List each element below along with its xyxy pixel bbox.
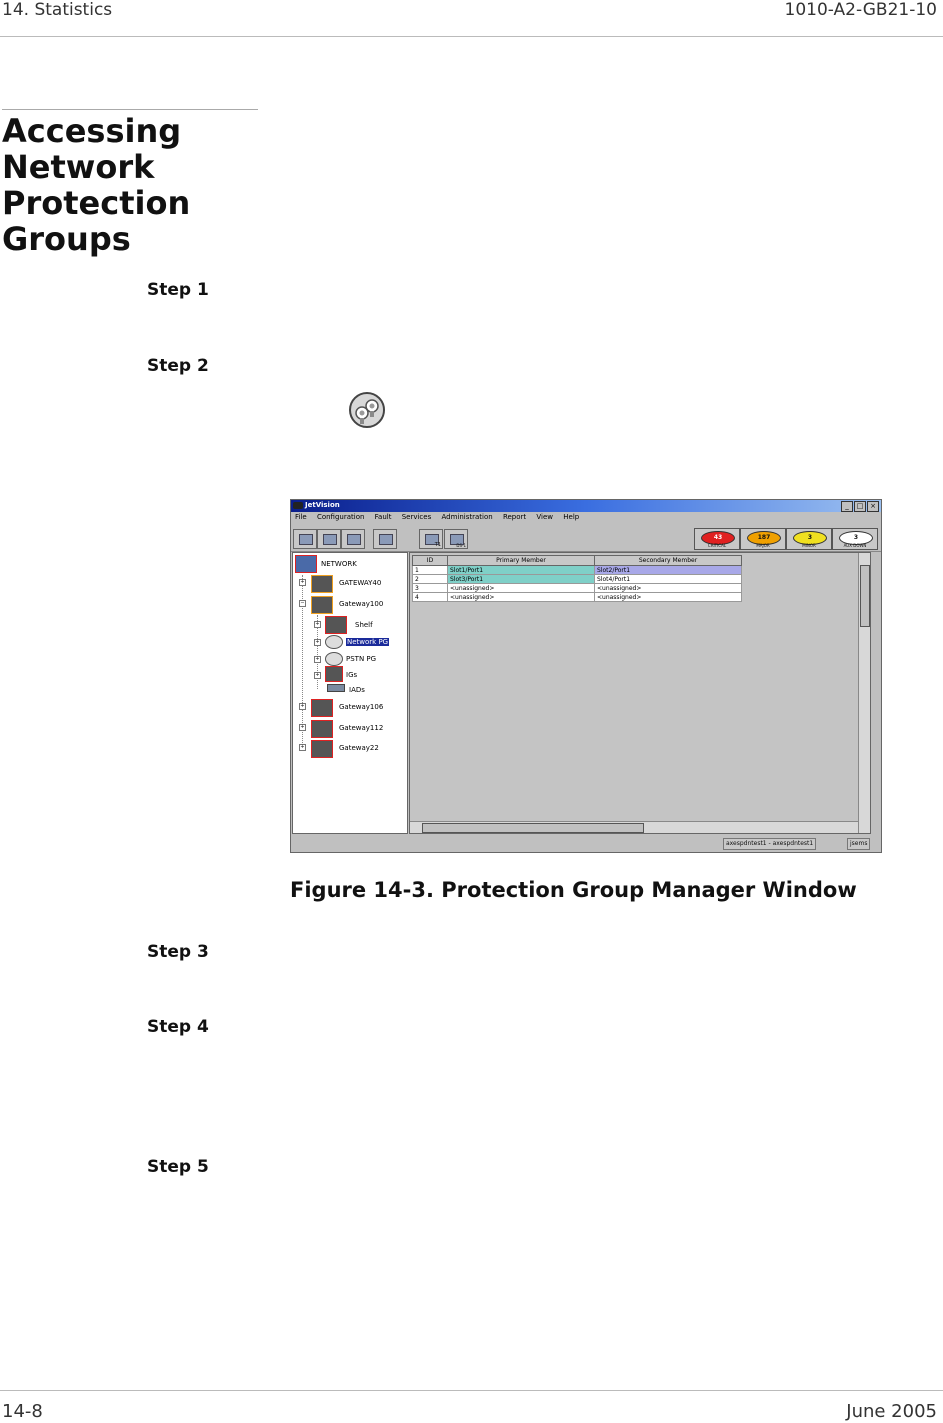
step-5-label: Step 5 [147,1157,209,1177]
figure-caption: Figure 14-3. Protection Group Manager Window [290,878,857,902]
publication-date: June 2005 [846,1401,937,1422]
ig-icon [325,666,343,682]
t1-label: T1 [434,542,441,548]
gateway-icon [311,740,333,758]
major-alarm-label: MAJOR [756,543,770,548]
menu-report[interactable]: Report [502,513,527,521]
critical-alarm-count: 43 [701,531,735,545]
step-1-label: Step 1 [147,280,209,300]
cell-secondary: Slot4/Port1 [595,575,742,584]
iad-icon [327,684,345,692]
expand-icon[interactable]: + [315,621,320,627]
gateway-icon [311,720,333,738]
cell-secondary: <unassigned> [595,584,742,593]
horizontal-scrollbar[interactable] [410,821,858,833]
cell-id: 2 [413,575,448,584]
menu-file[interactable]: File [295,513,307,521]
status-app: jsems [847,838,870,850]
cell-primary: Slot1/Port1 [448,566,595,575]
page-footer [0,1390,943,1423]
tree-item-igs[interactable]: IGs [346,671,358,679]
network-icon [299,534,313,545]
protection-group-icon [346,391,388,429]
folder-icon [347,534,361,545]
tree-item-gateway112[interactable]: Gateway112 [339,724,384,732]
menu-fault[interactable]: Fault [374,513,392,521]
minor-alarm-button[interactable] [786,528,832,550]
expand-icon[interactable]: + [315,656,320,662]
cell-id: 3 [413,584,448,593]
aux-down-alarm-count: 3 [839,531,873,545]
tree-item-shelf[interactable]: Shelf [355,621,373,629]
print-button[interactable] [373,529,397,549]
expand-icon[interactable]: + [300,703,305,709]
scrollbar-thumb[interactable] [422,823,644,833]
folder-icon [323,534,337,545]
cell-id: 1 [413,566,448,575]
gateway-icon [311,596,333,614]
cell-secondary: Slot2/Port1 [595,566,742,575]
expand-icon[interactable]: + [300,744,305,750]
cell-secondary: <unassigned> [595,593,742,602]
ds1-label: DS-1 [456,543,466,548]
close-button[interactable]: × [867,501,879,512]
step-4-label: Step 4 [147,1017,209,1037]
vertical-scrollbar[interactable] [858,553,870,833]
shelf-icon [325,616,347,634]
tree-item-gateway40[interactable]: GATEWAY40 [339,579,382,587]
protection-group-table-pane [409,552,871,834]
table-row[interactable] [413,584,742,593]
t1-button[interactable] [419,529,443,549]
minor-alarm-count: 3 [793,531,827,545]
protection-group-table [412,555,742,602]
maximize-button[interactable]: □ [854,501,866,512]
network-tree-pane [292,552,408,834]
protection-group-manager-screenshot [290,499,882,853]
column-header-id[interactable]: ID [413,556,448,566]
menu-administration[interactable]: Administration [441,513,493,521]
chapter-title: 14. Statistics [2,0,113,20]
aux-down-alarm-button[interactable] [832,528,878,550]
protection-group-icon [325,635,343,649]
tree-item-gateway106[interactable]: Gateway106 [339,703,384,711]
aux-down-alarm-label: AUX DOWN [843,543,867,548]
open-folder-button[interactable] [317,529,341,549]
table-row[interactable] [413,593,742,602]
minor-alarm-label: MINOR [802,543,816,548]
section-rule [2,109,258,110]
menu-view[interactable]: View [536,513,554,521]
tree-item-network[interactable]: NETWORK [321,560,357,568]
window-title: JetVision [305,501,340,509]
tree-item-iads[interactable]: IADs [349,686,365,694]
toolbar [291,525,881,552]
save-folder-button[interactable] [341,529,365,549]
section-title: Accessing Network Protection Groups [2,112,191,258]
page-number: 14-8 [2,1401,43,1422]
major-alarm-button[interactable] [740,528,786,550]
tree-item-gateway22[interactable]: Gateway22 [339,744,379,752]
collapse-icon[interactable]: − [300,600,305,606]
menu-help[interactable]: Help [563,513,580,521]
tree-item-network-pg[interactable]: Network PG [347,638,389,646]
network-view-button[interactable] [293,529,317,549]
expand-icon[interactable]: + [300,579,305,585]
table-header-row [413,556,742,566]
critical-alarm-label: CRITICAL [707,543,727,548]
table-row[interactable] [413,575,742,584]
protection-group-icon [325,652,343,666]
tree-item-gateway100[interactable]: Gateway100 [339,600,384,608]
window-titlebar [291,500,881,512]
document-number: 1010-A2-GB21-10 [784,0,937,20]
menu-services[interactable]: Services [401,513,432,521]
scrollbar-thumb[interactable] [860,565,870,627]
ds1-button[interactable] [444,529,468,549]
minimize-button[interactable]: _ [841,501,853,512]
gateway-icon [311,575,333,593]
cell-primary: <unassigned> [448,584,595,593]
cell-id: 4 [413,593,448,602]
network-node-icon [295,555,317,573]
gateway-icon [311,699,333,717]
menu-bar [291,513,881,524]
critical-alarm-button[interactable] [694,528,740,550]
expand-icon[interactable]: + [315,672,320,678]
step-2-label: Step 2 [147,356,209,376]
status-server: axespdntest1 - axespdntest1 [723,838,816,850]
column-header-secondary[interactable]: Secondary Member [595,556,742,566]
major-alarm-count: 187 [747,531,781,545]
status-bar [291,835,881,851]
expand-icon[interactable]: + [300,724,305,730]
tree-item-pstn-pg[interactable]: PSTN PG [346,655,377,663]
menu-configuration[interactable]: Configuration [316,513,365,521]
page-header [0,0,943,37]
table-row[interactable] [413,566,742,575]
step-3-label: Step 3 [147,942,209,962]
cell-primary: <unassigned> [448,593,595,602]
expand-icon[interactable]: + [315,639,320,645]
column-header-primary[interactable]: Primary Member [448,556,595,566]
printer-icon [379,534,393,545]
cell-primary: Slot3/Port1 [448,575,595,584]
app-logo-icon [293,502,303,509]
